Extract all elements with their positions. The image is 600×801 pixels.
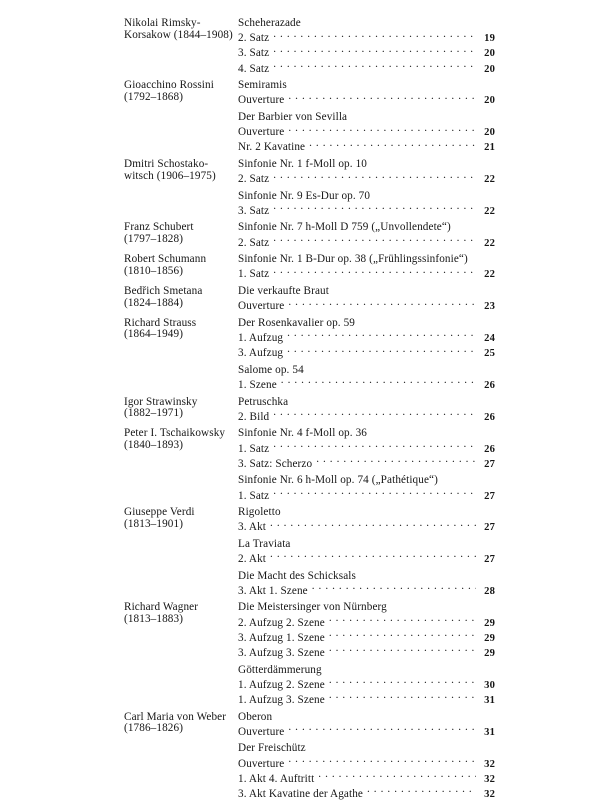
toc-entry-row[interactable]	[238, 30, 495, 45]
work-group	[238, 507, 495, 534]
composer-entry	[0, 318, 600, 392]
movement-label: 3. Satz	[238, 204, 270, 217]
works-cell	[238, 712, 495, 801]
page-number: 19	[484, 33, 495, 45]
composer-entry	[0, 159, 600, 218]
composer-name: Igor Strawinsky	[124, 395, 198, 408]
dot-leader	[318, 770, 476, 782]
composer-dates: (1813–1883)	[124, 613, 184, 626]
dot-leader	[309, 139, 476, 151]
movement-label: 3. Aufzug 1. Szene	[238, 631, 325, 644]
work-title: Der Barbier von Sevilla	[238, 110, 348, 123]
work-title: Rigoletto	[238, 506, 281, 519]
movement-label: 1. Satz	[238, 489, 270, 502]
composer-entry	[0, 507, 600, 597]
work-title: Petruschka	[238, 395, 289, 408]
composer-dates: (1810–1856)	[124, 264, 184, 277]
work-group	[238, 365, 495, 392]
page-number: 23	[484, 301, 495, 313]
movement-label: 3. Akt	[238, 521, 267, 534]
movement-label: 3. Satz	[238, 47, 270, 60]
work-group	[238, 286, 495, 313]
work-group	[238, 254, 495, 281]
toc-entry-row[interactable]	[238, 124, 495, 139]
work-title: Götterdämmerung	[238, 663, 322, 676]
work-group	[238, 602, 495, 659]
toc-entry-row[interactable]	[238, 92, 495, 107]
toc-entry-row[interactable]	[238, 45, 495, 60]
page-number: 24	[484, 333, 495, 344]
composer-entry	[0, 397, 600, 424]
dot-leader	[329, 676, 476, 688]
dot-leader	[273, 171, 476, 183]
dot-leader	[273, 60, 476, 72]
toc-entry-row[interactable]	[238, 455, 495, 470]
toc-entry-row[interactable]	[238, 202, 495, 217]
toc-entry-row[interactable]	[238, 550, 495, 565]
movement-label: 2. Aufzug 2. Szene	[238, 616, 325, 629]
toc-entry-row[interactable]	[238, 139, 495, 154]
movement-label: Ouverture	[238, 757, 285, 770]
composer-dates: (1840–1893)	[124, 438, 184, 451]
work-group	[238, 712, 495, 739]
movement-label: 1. Satz	[238, 268, 270, 281]
toc-entry-row[interactable]	[238, 691, 495, 706]
composer-name-cell	[124, 159, 238, 182]
dot-leader	[329, 629, 476, 641]
page-number: 20	[484, 95, 495, 107]
page-number: 27	[484, 490, 495, 502]
toc-entry-row[interactable]	[238, 629, 495, 644]
toc-entry-row[interactable]	[238, 440, 495, 455]
work-title: Der Rosenkavalier op. 59	[238, 316, 356, 329]
composer-name-cell	[124, 318, 238, 341]
composer-dates: witsch (1906–1975)	[124, 169, 216, 182]
composer-entry	[0, 602, 600, 706]
movement-label: Ouverture	[238, 126, 285, 139]
toc-entry-row[interactable]	[238, 234, 495, 249]
work-group	[238, 428, 495, 470]
toc-entry-row[interactable]	[238, 755, 495, 770]
dot-leader	[329, 614, 476, 626]
movement-label: Ouverture	[238, 94, 285, 107]
works-cell	[238, 428, 495, 502]
page-number: 27	[484, 458, 495, 470]
composer-name: Richard Strauss	[124, 316, 197, 329]
movement-label: Nr. 2 Kavatine	[238, 141, 306, 154]
toc-entry-row[interactable]	[238, 487, 495, 502]
composer-name-cell	[124, 254, 238, 277]
page-number: 27	[484, 554, 495, 566]
work-title: Sinfonie Nr. 1 B-Dur op. 38 („Frühlingssinfonie“)	[238, 253, 468, 266]
dot-leader	[288, 755, 476, 767]
work-group	[238, 743, 495, 800]
work-group	[238, 539, 495, 566]
work-group	[238, 159, 495, 186]
composer-name: Nikolai Rimsky-	[124, 17, 201, 29]
work-title: Die Meistersinger von Nürnberg	[238, 601, 387, 614]
works-cell	[238, 286, 495, 313]
toc-entry-row[interactable]	[238, 298, 495, 313]
page-number: 26	[484, 411, 495, 423]
composer-entry	[0, 286, 600, 313]
work-group	[238, 665, 495, 707]
dot-leader	[367, 785, 476, 797]
composer-name: Peter I. Tschaikowsky	[124, 427, 226, 440]
composer-dates: (1824–1884)	[124, 296, 184, 309]
composer-dates: Korsakow (1844–1908)	[124, 28, 233, 41]
works-cell	[238, 318, 495, 392]
page-number: 30	[484, 679, 495, 691]
composer-dates: (1813–1901)	[124, 517, 184, 530]
work-group	[238, 191, 495, 218]
work-group	[238, 571, 495, 598]
page-number: 29	[484, 632, 495, 644]
toc-entry-row[interactable]	[238, 519, 495, 534]
movement-label: 1. Aufzug	[238, 332, 284, 344]
toc-entry-row[interactable]	[238, 644, 495, 659]
composer-name: Gioacchino Rossini	[124, 79, 214, 92]
composer-name-cell	[124, 602, 238, 625]
toc-entry-row[interactable]	[238, 770, 495, 785]
page-number: 31	[484, 694, 495, 706]
work-title: Sinfonie Nr. 4 f-Moll op. 36	[238, 427, 367, 440]
dot-leader	[312, 582, 476, 594]
work-group	[238, 80, 495, 107]
dot-leader	[270, 519, 476, 531]
work-group	[238, 222, 495, 249]
work-title: Sinfonie Nr. 6 h-Moll op. 74 („Pathétique“)	[238, 474, 438, 487]
page-number: 31	[484, 726, 495, 738]
page-number: 22	[484, 205, 495, 217]
work-title: La Traviata	[238, 537, 291, 550]
toc-entry-row[interactable]	[238, 60, 495, 75]
works-cell	[238, 254, 495, 281]
composer-name-cell	[124, 428, 238, 451]
page-number: 27	[484, 522, 495, 534]
composer-name: Dmitri Schostako-	[124, 157, 209, 170]
works-cell	[238, 18, 495, 75]
composer-name: Bedřich Smetana	[124, 285, 203, 298]
composer-dates: (1797–1828)	[124, 233, 184, 246]
composer-entry	[0, 254, 600, 281]
composer-name-cell	[124, 712, 238, 735]
movement-label: 2. Akt	[238, 553, 267, 566]
toc-entry-row[interactable]	[238, 676, 495, 691]
toc-entry-row[interactable]	[238, 345, 495, 360]
dot-leader	[273, 30, 476, 42]
composer-dates: (1786–1826)	[124, 722, 184, 735]
dot-leader	[287, 345, 476, 357]
works-cell	[238, 159, 495, 218]
composer-dates: (1864–1949)	[124, 328, 184, 341]
composer-entry	[0, 18, 600, 75]
work-group	[238, 475, 495, 502]
dot-leader	[273, 440, 476, 452]
page-number: 29	[484, 617, 495, 629]
works-cell	[238, 507, 495, 597]
composer-entry	[0, 712, 600, 801]
composer-name: Robert Schumann	[124, 253, 207, 266]
page-number: 22	[484, 269, 495, 281]
work-group	[238, 397, 495, 424]
dot-leader	[273, 45, 476, 57]
toc-entry-row[interactable]	[238, 171, 495, 186]
toc-entry-row[interactable]	[238, 723, 495, 738]
page-number: 22	[484, 237, 495, 249]
dot-leader	[270, 550, 476, 562]
work-title: Sinfonie Nr. 9 Es-Dur op. 70	[238, 189, 371, 202]
dot-leader	[273, 266, 476, 278]
work-title: Die Macht des Schicksals	[238, 569, 356, 582]
dot-leader	[273, 234, 476, 246]
page-number: 26	[484, 443, 495, 455]
movement-label: 1. Aufzug 3. Szene	[238, 693, 325, 706]
toc-entry-row[interactable]	[238, 785, 495, 800]
movement-label: 2. Satz	[238, 32, 270, 45]
toc-entry-row[interactable]	[238, 376, 495, 391]
composer-name-cell	[124, 286, 238, 309]
works-cell	[238, 80, 495, 154]
toc-entry-row[interactable]	[238, 582, 495, 597]
movement-label: 3. Akt Kavatine der Agathe	[238, 787, 364, 800]
work-title: Die verkaufte Braut	[238, 285, 329, 298]
dot-leader	[281, 376, 476, 388]
page-number: 32	[484, 773, 495, 785]
movement-label: 1. Szene	[238, 378, 277, 391]
dot-leader	[273, 408, 476, 420]
dot-leader	[287, 329, 476, 341]
page-number: 26	[484, 379, 495, 391]
works-cell	[238, 397, 495, 424]
dot-leader	[288, 298, 476, 310]
page-number: 21	[484, 142, 495, 154]
page-number: 22	[484, 174, 495, 186]
movement-label: 2. Satz	[238, 173, 270, 186]
work-title: Der Freischütz	[238, 742, 306, 755]
movement-label: 1. Satz	[238, 442, 270, 455]
composer-name: Richard Wagner	[124, 601, 199, 614]
toc-entry-row[interactable]	[238, 329, 495, 344]
composer-name-cell	[124, 397, 238, 420]
movement-label: 3. Aufzug 3. Szene	[238, 647, 325, 659]
composer-name: Franz Schubert	[124, 221, 194, 234]
work-title: Sinfonie Nr. 7 h-Moll D 759 („Unvollendete“)	[238, 221, 451, 234]
dot-leader	[288, 92, 476, 104]
toc-entry-row[interactable]	[238, 614, 495, 629]
composer-name-cell	[124, 18, 238, 41]
movement-label: Ouverture	[238, 300, 285, 313]
work-group	[238, 318, 495, 360]
composer-dates: (1882–1971)	[124, 407, 184, 420]
page-number: 20	[484, 127, 495, 139]
movement-label: 1. Akt 4. Auftritt	[238, 772, 315, 785]
composer-entry	[0, 222, 600, 249]
movement-label: 3. Akt 1. Szene	[238, 584, 308, 597]
composer-name-cell	[124, 507, 238, 530]
movement-label: 3. Satz: Scherzo	[238, 457, 313, 470]
toc-entry-row[interactable]	[238, 266, 495, 281]
page-number: 32	[484, 788, 495, 800]
dot-leader	[288, 723, 476, 735]
dot-leader	[329, 691, 476, 703]
composer-entry	[0, 80, 600, 154]
toc-entry-row[interactable]	[238, 408, 495, 423]
composer-entry	[0, 428, 600, 502]
movement-label: 4. Satz	[238, 62, 270, 75]
work-group	[238, 112, 495, 154]
movement-label: 2. Satz	[238, 236, 270, 249]
movement-label: 1. Aufzug 2. Szene	[238, 678, 325, 691]
page-number: 25	[484, 348, 495, 360]
page-number: 32	[484, 758, 495, 770]
works-cell	[238, 602, 495, 706]
work-title: Oberon	[238, 710, 273, 723]
page-number: 29	[484, 648, 495, 659]
composer-name: Carl Maria von Weber	[124, 710, 227, 723]
dot-leader	[288, 124, 476, 136]
work-title: Semiramis	[238, 79, 287, 92]
movement-label: 3. Aufzug	[238, 347, 284, 360]
dot-leader	[329, 644, 476, 656]
page-number: 20	[484, 48, 495, 60]
work-title: Salome op. 54	[238, 363, 304, 376]
composer-dates: (1792–1868)	[124, 90, 184, 103]
page-number: 28	[484, 585, 495, 597]
work-title: Sinfonie Nr. 1 f-Moll op. 10	[238, 157, 367, 170]
composer-name-cell	[124, 222, 238, 245]
movement-label: Ouverture	[238, 725, 285, 738]
dot-leader	[273, 202, 476, 214]
movement-label: 2. Bild	[238, 410, 270, 423]
dot-leader	[316, 455, 476, 467]
work-title: Scheherazade	[238, 17, 301, 29]
page-number: 20	[484, 63, 495, 75]
dot-leader	[273, 487, 476, 499]
work-group	[238, 18, 495, 75]
works-cell	[238, 222, 495, 249]
composer-name-cell	[124, 80, 238, 103]
composer-name: Giuseppe Verdi	[124, 506, 195, 519]
